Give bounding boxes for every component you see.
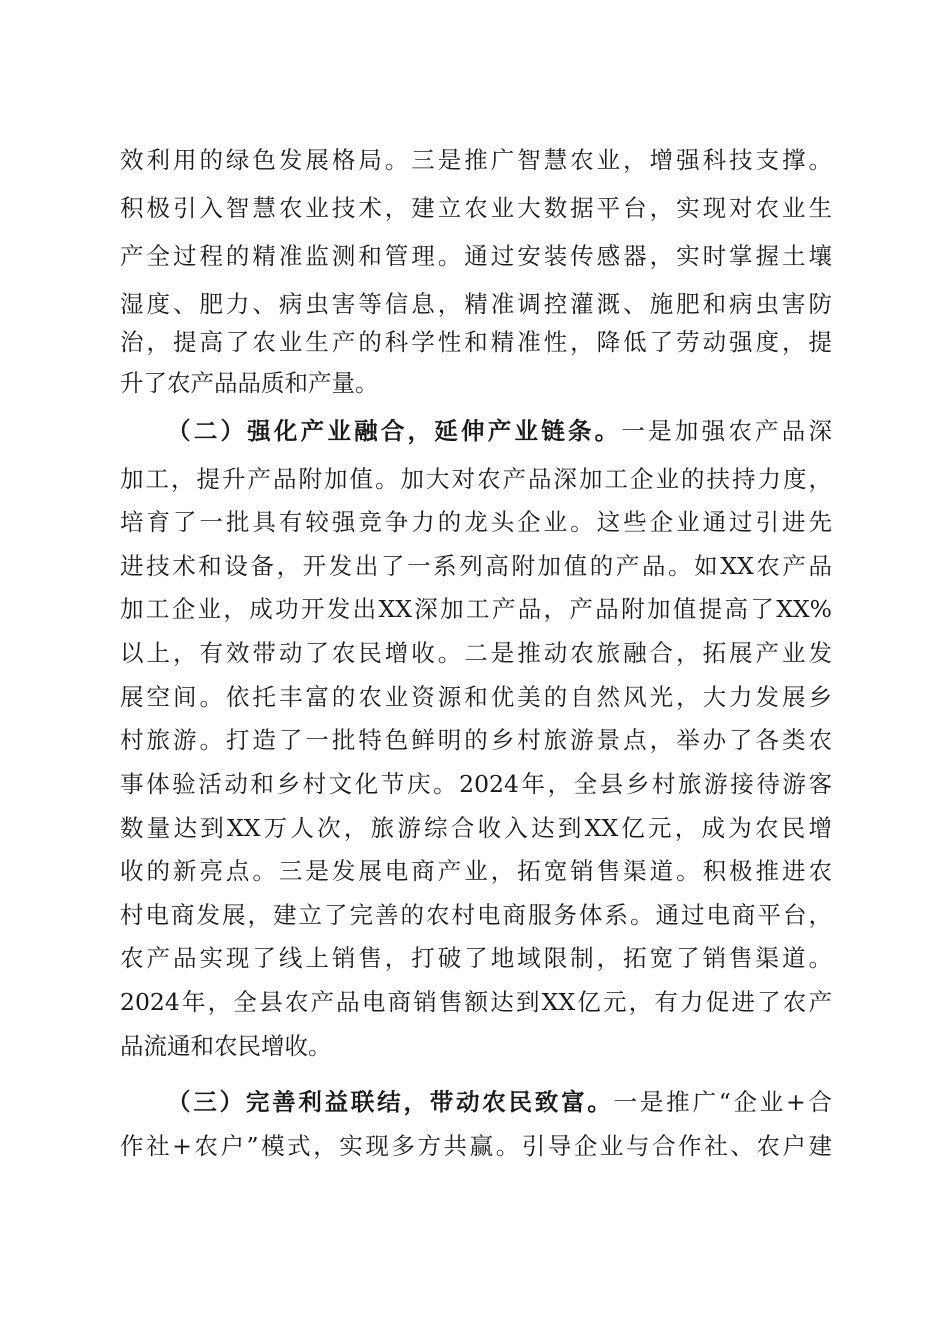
- section-heading-continuation: 一是加强农产品深: [621, 417, 833, 445]
- text-line: 以上，有效带动了农民增收。二是推动农旅融合，拓展产业发: [120, 639, 832, 667]
- text-line: 展空间。依托丰富的农业资源和优美的自然风光，大力发展乡: [120, 683, 832, 711]
- text-line: 村旅游。打造了一批特色鲜明的乡村旅游景点，举办了各类农: [120, 726, 832, 754]
- text-line: 事体验活动和乡村文化节庆。2024年，全县乡村旅游接待游客: [120, 770, 832, 798]
- text-line: 湿度、肥力、病虫害等信息，精准调控灌溉、施肥和病虫害防: [120, 290, 832, 318]
- text-line: 数量达到XX万人次，旅游综合收入达到XX亿元，成为农民增: [120, 814, 832, 842]
- text-line: 收的新亮点。三是发展电商产业，拓宽销售渠道。积极推进农: [120, 857, 832, 885]
- section-heading-line: [167, 1080, 832, 1124]
- section-heading: （二）强化产业融合，延伸产业链条。: [167, 417, 622, 445]
- text-line: 产全过程的精准监测和管理。通过安装传感器，实时掌握土壤: [120, 242, 832, 270]
- text-line: 升了农产品品质和产量。: [120, 369, 379, 397]
- text-line: 培育了一批具有较强竞争力的龙头企业。这些企业通过引进先: [120, 508, 832, 536]
- text-line: 加工，提升产品附加值。加大对农产品深加工企业的扶持力度，: [120, 465, 832, 493]
- text-line: 村电商发展，建立了完善的农村电商服务体系。通过电商平台，: [120, 901, 832, 929]
- text-line: 2024年，全县农产品电商销售额达到XX亿元，有力促进了农产: [120, 988, 832, 1016]
- text-line: 积极引入智慧农业技术，建立农业大数据平台，实现对农业生: [120, 194, 832, 222]
- text-line: 作社+农户”模式，实现多方共赢。引导企业与合作社、农户建: [120, 1132, 832, 1160]
- section-heading-continuation: 一是推广“企业+合: [613, 1088, 832, 1116]
- section-heading: （三）完善利益联结，带动农民致富。: [167, 1088, 614, 1116]
- text-line: 品流通和农民增收。: [120, 1032, 332, 1060]
- text-line: 效利用的绿色发展格局。三是推广智慧农业，增强科技支撑。: [120, 146, 832, 174]
- section-heading-line: [167, 409, 832, 453]
- text-line: 进技术和设备，开发出了一系列高附加值的产品。如XX农产品: [120, 552, 832, 580]
- text-line: 加工企业，成功开发出XX深加工产品，产品附加值提高了XX%: [120, 595, 832, 623]
- text-line: 治，提高了农业生产的科学性和精准性，降低了劳动强度，提: [120, 328, 832, 356]
- text-line: 农产品实现了线上销售，打破了地域限制，拓宽了销售渠道。: [120, 944, 832, 972]
